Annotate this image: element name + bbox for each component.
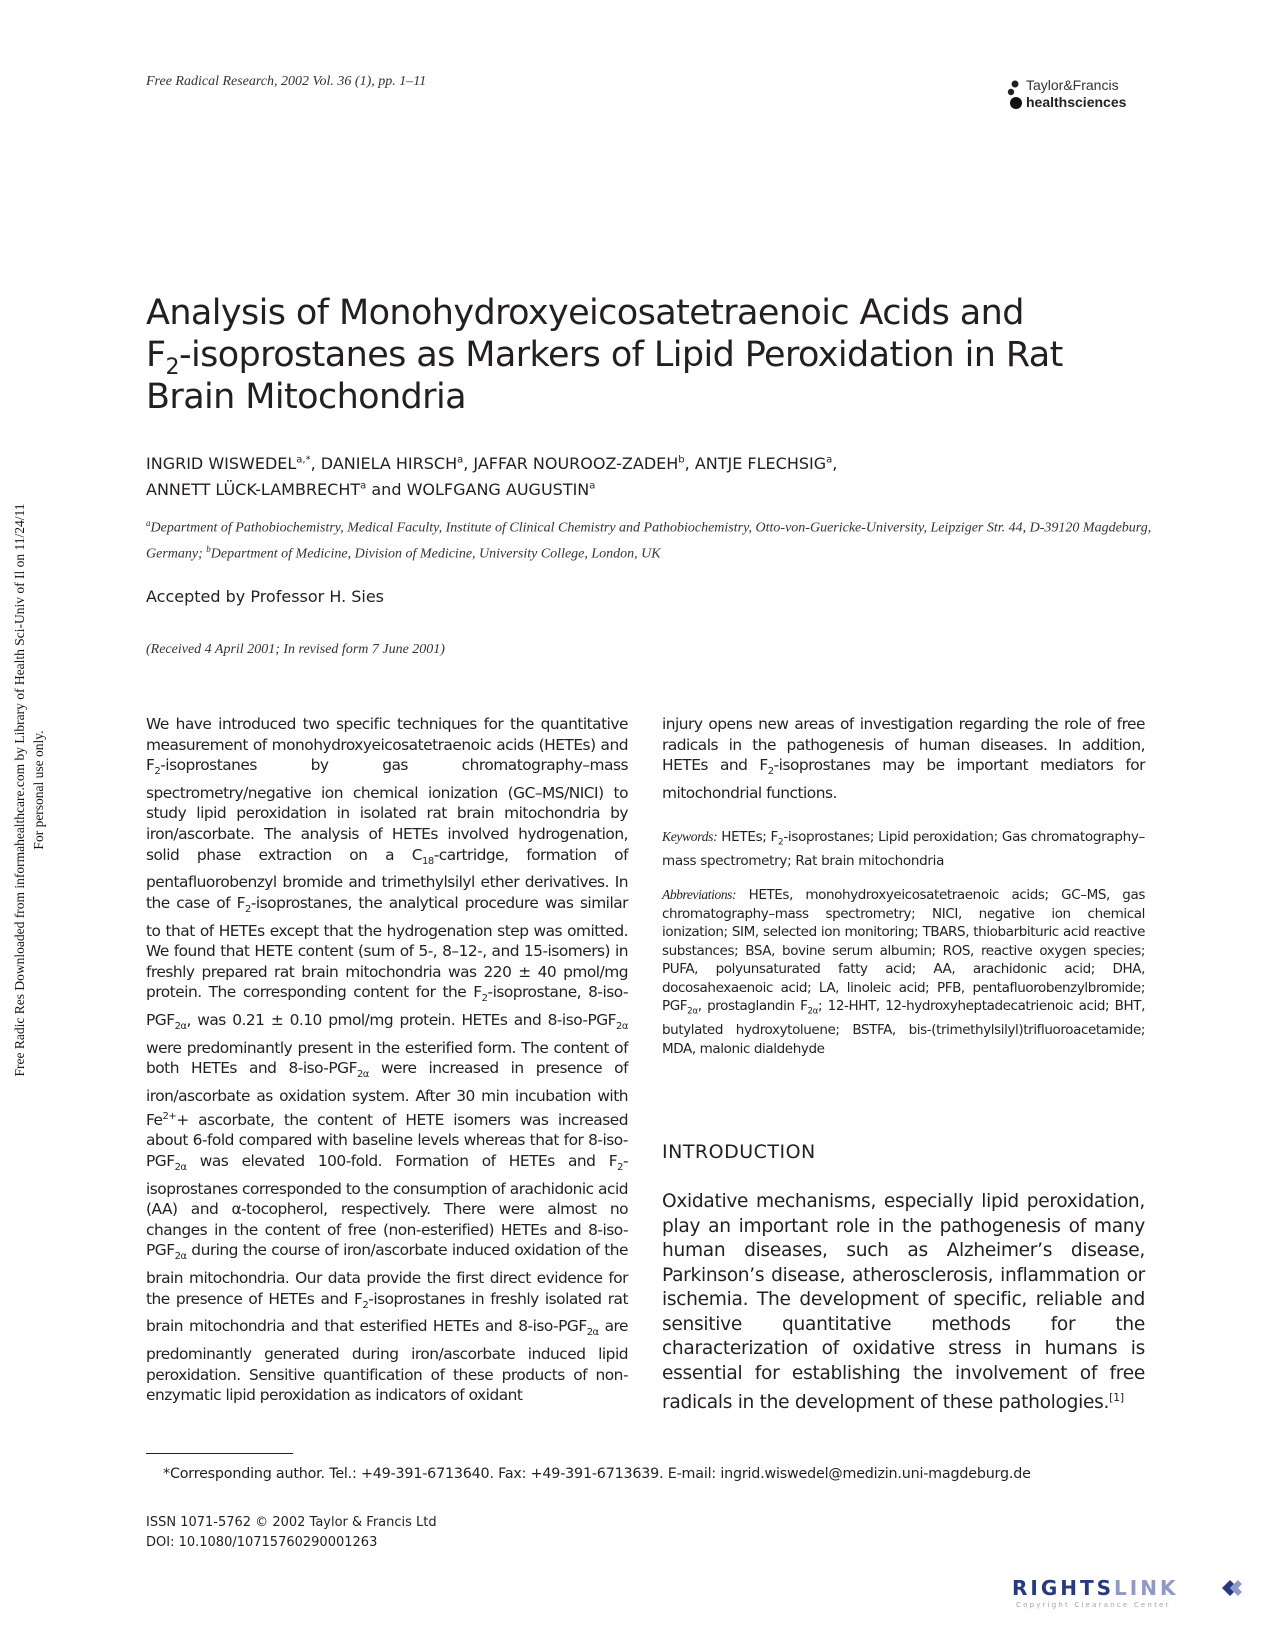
- introduction-heading: INTRODUCTION: [662, 1141, 816, 1163]
- abstract-left-column: We have introduced two specific techniques for the quantitative measurement of monohydroxyeicosatetraenoic acids (HETEs) and $F_2$-isoprostanes by gas chromatography–mass spectrometry/negative ion chemical ionization (GC–MS/NICI) to study lipid peroxidation in isolated rat brain mitochondria by iron/ascorbate. The analysis of HETEs involved hydrogenation, solid phase extraction on a $C_{18}$-cartridge, formation of pentafluorobenzyl bromide and trimethylsilyl ether derivatives. In the case of $F_2$-isoprostanes, the analytical procedure was similar to that of HETEs except that the hydrogenation step was omitted. We found that HETE content (sum of 5-, 8–12-, and 15-isomers) in freshly prepared rat brain mitochondria was 220 ± 40 pmol/mg protein. The corresponding content for the $F_2$-isoprostane, $8-iso-PGF_{2\alpha}$, was 0.21 ± 0.10 pmol/mg protein. HETEs and $8-iso-PGF_{2\alpha}$ were predominantly present in the esterified form. The content of both HETEs and $8-iso-PGF_{2\alpha}$ were increased in presence of iron/ascorbate as oxidation system. After 30 min incubation with $Fe^{2+}+$ ascorbate, the content of HETE isomers was increased about 6-fold compared with baseline levels whereas that for $8-iso-PGF_{2\alpha}$ was elevated 100-fold. Formation of HETEs and $F_2$-isoprostanes corresponded to the consumption of arachidonic acid (AA) and α-tocopherol, respectively. There were almost no changes in the content of free (non-esterified) HETEs and $8-iso-PGF_{2\alpha}$ during the course of iron/ascorbate induced oxidation of the brain mitochondria. Our data provide the first direct evidence for the presence of HETEs and $F_2$-isoprostanes in freshly isolated rat brain mitochondria and that esterified HETEs and $8-iso-PGF_{2\alpha}$ are predominantly generated during iron/ascorbate induced lipid peroxidation. Sensitive quantification of these products of non-enzymatic lipid peroxidation as indicators of oxidant: [146, 715, 628, 1405]
- affiliation-a: Department of Pathobiochemistry, Medical Faculty, Institute of Clinical Chemistry and Pathobiochemistry, Otto-von-Guericke-University, Leipziger Str. 44, D-39120 Magdeburg, Germany;: [146, 520, 1152, 562]
- rightslink-logo[interactable]: [1012, 1576, 1244, 1616]
- download-notice: [10, 410, 48, 1170]
- affiliation-a-mark: a: [146, 518, 151, 528]
- author-list: [146, 450, 1156, 501]
- title-line2: -isoprostanes as Markers of Lipid Peroxidation in Rat Brain Mitochondria: [146, 335, 1063, 417]
- rightslink-rights: RIGHTS: [1012, 1576, 1115, 1600]
- abstract-right-column: injury opens new areas of investigation regarding the role of free radicals in the pathogenesis of human diseases. In addition, HETEs and $F_2$-isoprostanes may be important mediators for mitochondrial functions.: [662, 715, 1145, 802]
- doi: DOI: 10.1080/10715760290001263: [146, 1535, 378, 1550]
- introduction-text: Oxidative mechanisms, especially lipid peroxidation, play an important role in the pathogenesis of many human diseases, such as Alzheimer’s disease, Parkinson’s disease, atherosclerosis, inflammation or ischemia. The development of specific, reliable and sensitive quantitative methods for the characterization of oxidative stress in humans is essential for establishing the involvement of free radicals in the development of these pathologies.: [662, 1191, 1145, 1414]
- title-subscript: 2: [165, 355, 179, 380]
- author: WOLFGANG AUGUSTIN$^a$: [406, 479, 596, 499]
- accepted-by: Accepted by Professor H. Sies: [146, 587, 385, 606]
- footnote-divider: [146, 1453, 293, 1454]
- rightslink-chevron-icon: [1218, 1576, 1244, 1600]
- keywords-label: Keywords:: [662, 829, 718, 844]
- keywords-text: HETEs; $F_2$-isoprostanes; Lipid peroxidation; Gas chromatography–mass spectrometry; Rat brain mitochondria: [662, 829, 1146, 870]
- introduction-paragraph: [662, 1190, 1145, 1416]
- author: INGRID $WISWEDEL^{a,*}$,: [146, 454, 321, 474]
- author: JAFFAR NOUROOZ-ZADEH$^b$,: [473, 454, 695, 474]
- rightslink-wordmark: [1012, 1576, 1178, 1600]
- rightslink-link: LINK: [1114, 1576, 1179, 1600]
- title-line1: Analysis of Monohydroxyeicosatetraenoic Acids and: [146, 293, 1024, 333]
- title-f-symbol: F: [146, 335, 166, 375]
- download-notice-line2: For personal use only.: [31, 730, 46, 850]
- article-title: [146, 292, 1156, 418]
- publisher-division: healthsciences: [1026, 94, 1127, 110]
- affiliation-b: Department of Medicine, Division of Medicine, University College, London, UK: [210, 546, 661, 562]
- keywords: [662, 828, 1145, 871]
- publisher-name: Taylor&Francis: [1026, 77, 1119, 93]
- received-dates: (Received 4 April 2001; In revised form 7 June 2001): [146, 642, 445, 657]
- journal-citation: Free Radical Research, 2002 Vol. 36 (1), pp. 1–11: [146, 74, 427, 89]
- affiliation-b-mark: b: [206, 543, 211, 554]
- author: ANTJE FLECHSIG$^a$,: [694, 454, 838, 474]
- publisher-logo: [1006, 75, 1156, 115]
- affiliations: [146, 513, 1156, 564]
- author: DANIELA HIRSCH$^a$,: [320, 454, 474, 474]
- download-notice-line1: Free Radic Res Downloaded from informahealthcare.com by Library of Health Sci-Univ of Il on 11/24/11: [12, 503, 27, 1077]
- abbreviations-text: HETEs, monohydroxyeicosatetraenoic acids; GC–MS, gas chromatography–mass spectrometry; NICI, negative ion chemical ionization; SIM, selected ion monitoring; TBARS, thiobarbituric acid reactive substances; BSA, bovine serum albumin; ROS, reactive oxygen species; PUFA, polyunsaturated fatty acid; AA, arachidonic acid; DHA, docosahexaenoic acid; LA, linoleic acid; PFB, pentafluorobenzylbromide; $PGF_{2\alpha}$, prostaglandin $F_{2\alpha}$; 12-HHT, 12-hydroxyheptadecatrienoic acid; BHT, butylated hydroxytoluene; BSTFA, bis-(trimethylsilyl)trifluoroacetamide; MDA, malonic dialdehyde: [662, 887, 1145, 1057]
- publisher-logo-mark-icon: [1006, 79, 1026, 111]
- abbreviations: [662, 886, 1145, 1058]
- author: ANNETT LÜCK-LAMBRECHT$^a$ and: [146, 479, 407, 499]
- reference-link[interactable]: [1]: [1109, 1391, 1124, 1404]
- issn-copyright: ISSN 1071-5762 © 2002 Taylor & Francis Ltd: [146, 1515, 437, 1530]
- corresponding-author-note: *Corresponding author. Tel.: +49-391-6713640. Fax: +49-391-6713639. E-mail: ingrid.wiswedel@medizin.uni-magdeburg.de: [163, 1466, 1031, 1482]
- abbreviations-label: Abbreviations:: [662, 887, 737, 902]
- rightslink-tagline: Copyright Clearance Center: [1016, 1601, 1171, 1609]
